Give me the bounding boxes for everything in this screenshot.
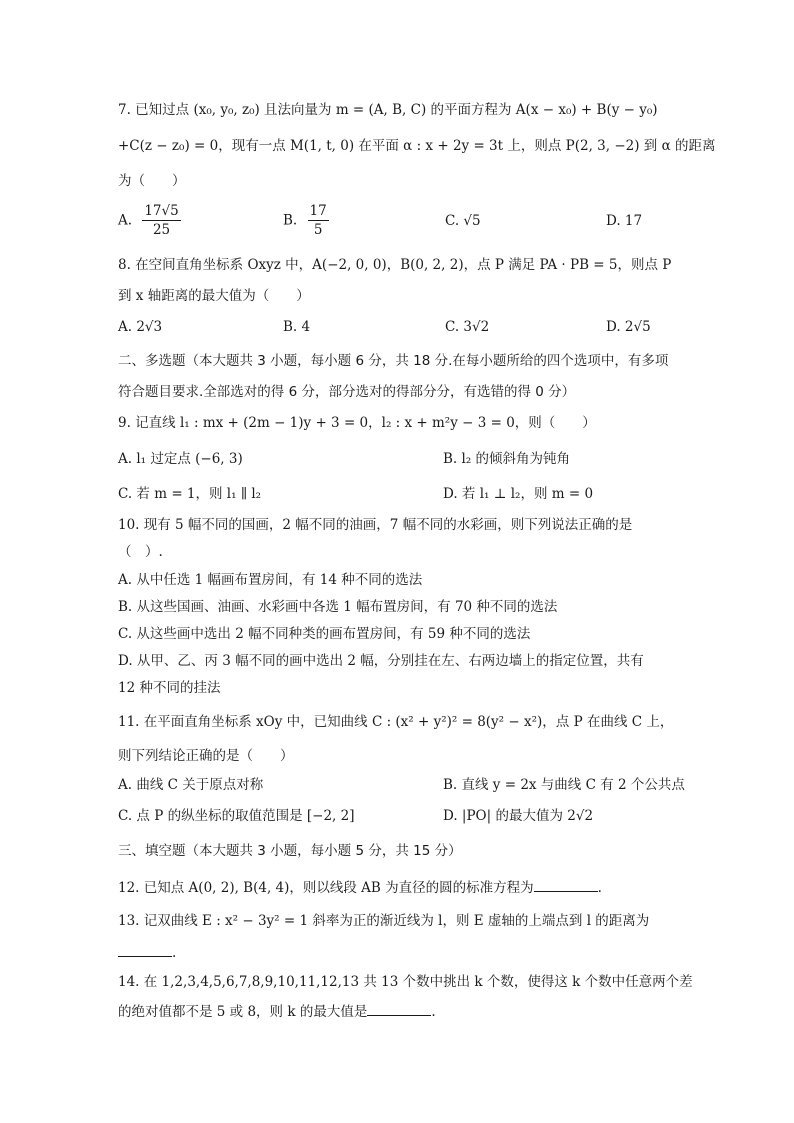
q8-line1: 8. 在空间直角坐标系 Oxyz 中，A(−2, 0, 0)，B(0, 2, 2)，点 P 满足 PA · PB = 5，则点 P [118, 257, 672, 273]
section3-heading: 三、填空题（本大题共 3 小题，每小题 5 分，共 15 分） [118, 843, 462, 859]
q7-line2: +C(z − z₀) = 0，现有一点 M(1, t, 0) 在平面 α : x + 2y = 3t 上，则点 P(2, 3, −2) 到 α 的距离 [118, 138, 716, 154]
q9-option-d: D. 若 l₁ ⊥ l₂，则 m = 0 [443, 486, 594, 502]
q7-option-d: D. 17 [606, 213, 643, 229]
q10-option-d-line1: D. 从甲、乙、丙 3 幅不同的画中选出 2 幅，分别挂在左、右两边墙上的指定位置，共有 [118, 653, 644, 669]
q13-line2 [118, 942, 176, 963]
q11-line2: 则下列结论正确的是（ ） [118, 748, 294, 764]
q12-line [118, 877, 602, 898]
q11-line1: 11. 在平面直角坐标系 xOy 中，已知曲线 C : (x² + y²)² = 8(y² − x²)，点 P 在曲线 C 上， [118, 714, 674, 730]
q13-period: . [172, 945, 177, 961]
q13-answer-blank[interactable] [118, 942, 172, 957]
q10-line1: 10. 现有 5 幅不同的国画，2 幅不同的油画，7 幅不同的水彩画，则下列说法正确的是 [118, 517, 633, 533]
q12-text: 12. 已知点 A(0, 2), B(4, 4)，则以线段 AB 为直径的圆的标准方程为 [118, 880, 534, 896]
q8-line2: 到 x 轴距离的最大值为（ ） [118, 288, 310, 304]
q14-period: . [431, 1004, 436, 1020]
q7-option-b-denominator: 5 [313, 222, 323, 238]
q7-option-b [283, 202, 329, 239]
q14-line2 [118, 1001, 436, 1022]
q10-option-c: C. 从这些画中选出 2 幅不同种类的画布置房间，有 59 种不同的选法 [118, 626, 531, 642]
q7-option-b-label: B. [283, 212, 298, 229]
q10-option-a: A. 从中任选 1 幅画布置房间，有 14 种不同的选法 [118, 572, 423, 588]
q8-option-b: B. 4 [283, 319, 311, 335]
q14-line1: 14. 在 1,2,3,4,5,6,7,8,9,10,11,12,13 共 13 个数中挑出 k 个数，使得这 k 个数中任意两个差 [118, 974, 693, 990]
q10-option-b: B. 从这些国画、油画、水彩画中各选 1 幅布置房间，有 70 种不同的选法 [118, 599, 558, 615]
q7-option-c: C. √5 [445, 213, 481, 229]
q9-line1: 9. 记直线 l₁ : mx + (2m − 1)y + 3 = 0，l₂ : x + m²y − 3 = 0，则（ ） [118, 415, 596, 431]
q12-answer-blank[interactable] [534, 877, 598, 892]
q14-text: 的绝对值都不是 5 或 8，则 k 的最大值是 [118, 1004, 368, 1020]
q8-option-c: C. 3√2 [445, 319, 490, 335]
q7-option-a-denominator: 25 [152, 222, 171, 238]
q7-option-a-numerator: 17√5 [144, 203, 179, 219]
q7-line3: 为（ ） [118, 173, 186, 189]
q7-option-a-fraction [142, 202, 180, 239]
q9-option-c: C. 若 m = 1，则 l₁ ∥ l₂ [118, 486, 262, 502]
section2-heading-line1: 二、多选题（本大题共 3 小题，每小题 6 分，共 18 分.在每小题所给的四个选项中，有多项 [118, 353, 669, 369]
q13-line1: 13. 记双曲线 E : x² − 3y² = 1 斜率为正的渐近线为 l，则 E 虚轴的上端点到 l 的距离为 [118, 913, 650, 929]
q9-option-b: B. l₂ 的倾斜角为钝角 [443, 451, 571, 467]
q8-option-d: D. 2√5 [606, 319, 651, 335]
q7-option-b-fraction [308, 202, 329, 239]
q9-option-a: A. l₁ 过定点 (−6, 3) [118, 451, 243, 467]
q7-option-a-label: A. [118, 212, 133, 229]
q7-option-a [118, 202, 181, 239]
q7-option-b-numerator: 17 [309, 203, 327, 219]
q11-option-c: C. 点 P 的纵坐标的取值范围是 [−2, 2] [118, 808, 355, 824]
q11-option-a: A. 曲线 C 关于原点对称 [118, 777, 264, 793]
q8-option-a: A. 2√3 [118, 319, 163, 335]
q14-answer-blank[interactable] [367, 1001, 431, 1016]
q11-option-d: D. |PO| 的最大值为 2√2 [443, 808, 594, 824]
q12-period: . [597, 880, 602, 896]
q11-option-b: B. 直线 y = 2x 与曲线 C 有 2 个公共点 [443, 777, 685, 793]
q7-line1: 7. 已知过点 (x₀, y₀, z₀) 且法向量为 m = (A, B, C) 的平面方程为 A(x − x₀) + B(y − y₀) [118, 102, 658, 118]
section2-heading-line2: 符合题目要求.全部选对的得 6 分，部分选对的得部分分，有选错的得 0 分） [118, 384, 576, 400]
q10-option-d-line2: 12 种不同的挂法 [118, 680, 221, 696]
q10-line2: （ ）. [118, 544, 163, 560]
